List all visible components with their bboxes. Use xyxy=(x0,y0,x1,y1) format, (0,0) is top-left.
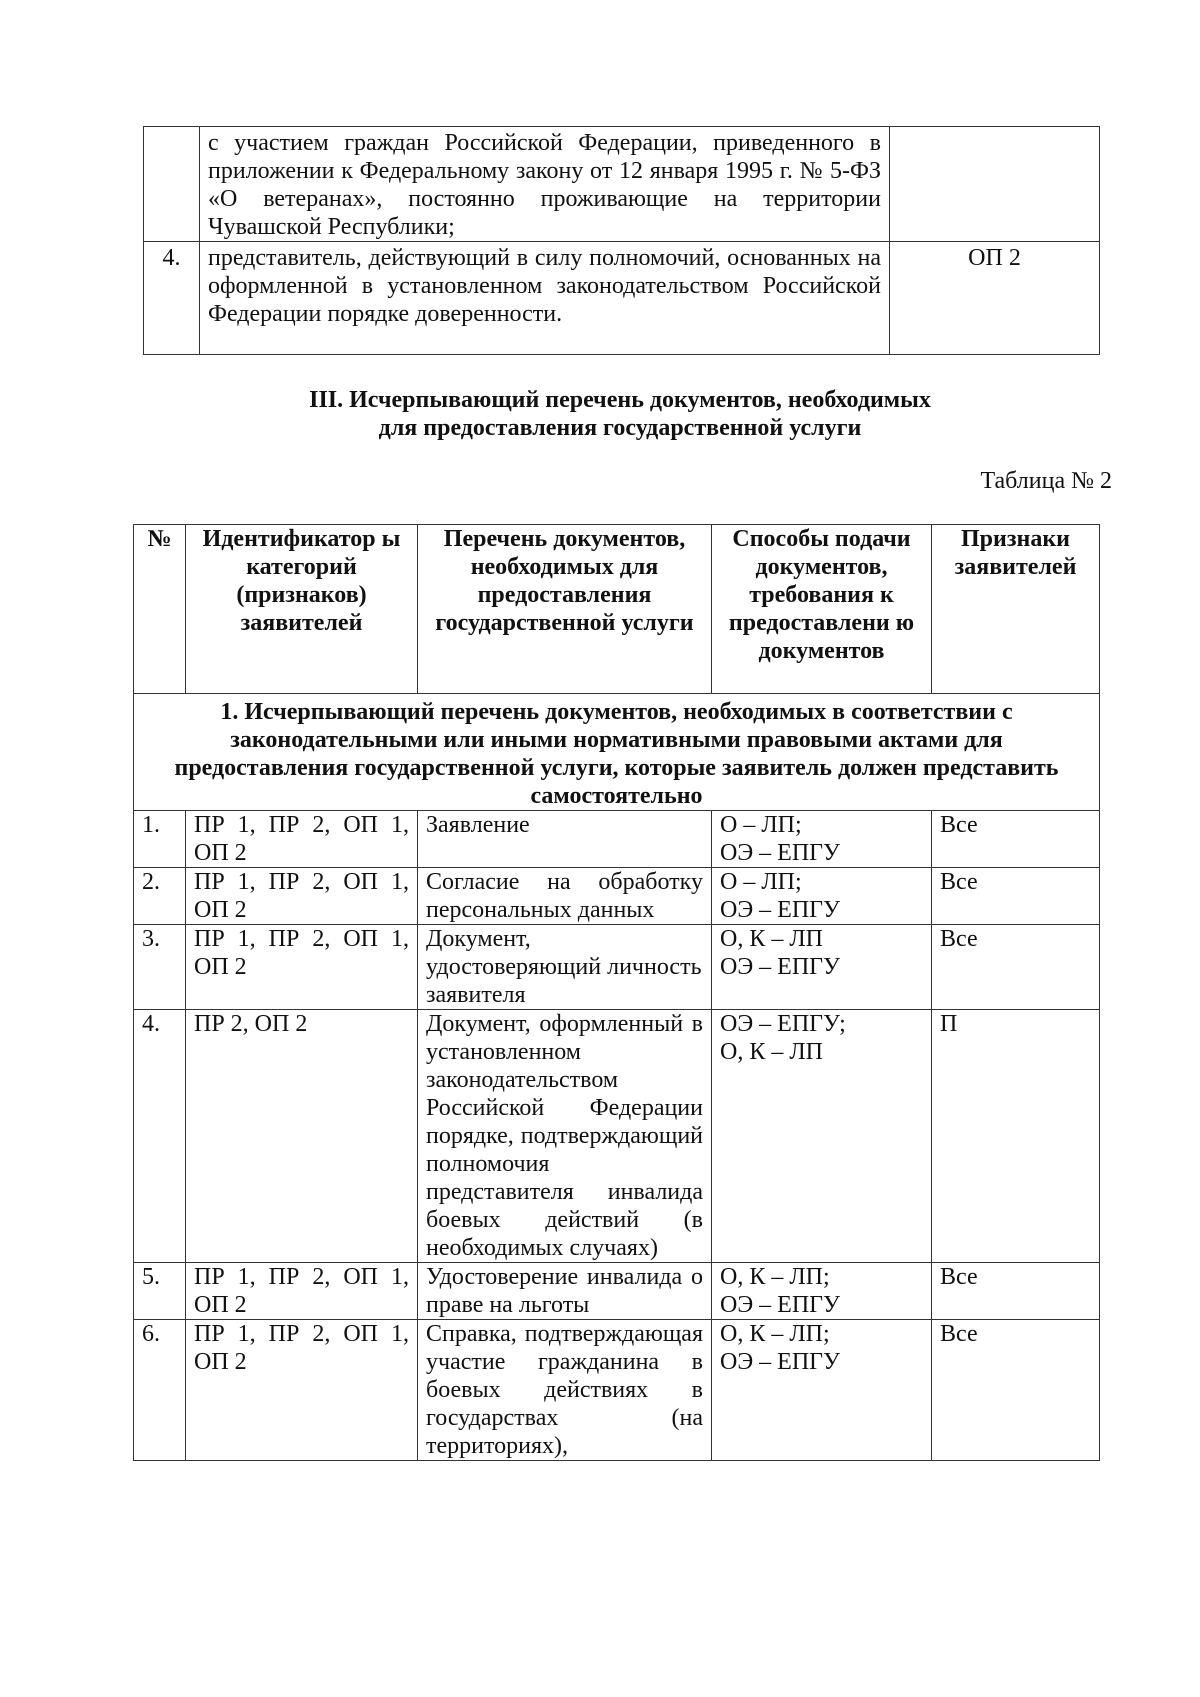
column-header-number: № xyxy=(134,525,186,694)
table-row xyxy=(144,242,1100,355)
method-line: О, К – ЛП xyxy=(720,926,823,952)
applicant-description: с участием граждан Российской Федерации, приведенного в приложении к Федеральному закону от 12 января 1995 г. № 5-ФЗ «О ветеранах», постоянно проживающие на территории Чувашской Республики; xyxy=(200,127,890,242)
document-name: Документ, оформленный в установленном законодательством Российской Федерации порядке, подтверждающий полномочия представителя инвалида боевых действий (в необходимых случаях) xyxy=(418,1010,712,1263)
column-header-methods: Способы подачи документов, требования к предоставлени ю документов xyxy=(712,525,932,694)
applicant-signs: П xyxy=(932,1010,1100,1263)
row-number: 3. xyxy=(134,925,186,1010)
document-name: Справка, подтверждающая участие гражданина в боевых действиях в государствах (на территориях), xyxy=(418,1320,712,1461)
submission-methods xyxy=(712,1263,932,1320)
submission-methods xyxy=(712,925,932,1010)
documents-table xyxy=(133,524,1100,1461)
category-ids: ПР 1, ПР 2, ОП 1, ОП 2 xyxy=(186,1320,418,1461)
applicant-code: ОП 2 xyxy=(890,242,1100,355)
table-row xyxy=(144,127,1100,242)
table-row xyxy=(134,868,1100,925)
row-number: 2. xyxy=(134,868,186,925)
applicant-description: представитель, действующий в силу полномочий, основанных на оформленной в установленном законодательством Российской Федерации порядке доверенности. xyxy=(200,242,890,355)
document-name: Согласие на обработку персональных данных xyxy=(418,868,712,925)
table-subheader-row xyxy=(134,694,1100,811)
document-name: Заявление xyxy=(418,811,712,868)
table-row xyxy=(134,1263,1100,1320)
method-line: ОЭ – ЕПГУ xyxy=(720,1349,841,1375)
method-line: О, К – ЛП; xyxy=(720,1264,830,1290)
applicants-table-continuation xyxy=(143,126,1100,355)
applicant-signs: Все xyxy=(932,925,1100,1010)
row-number: 1. xyxy=(134,811,186,868)
column-header-category-ids: Идентификатор ы категорий (признаков) заявителей xyxy=(186,525,418,694)
category-ids: ПР 1, ПР 2, ОП 1, ОП 2 xyxy=(186,811,418,868)
method-line: О – ЛП; xyxy=(720,812,802,838)
table-row xyxy=(134,1320,1100,1461)
submission-methods xyxy=(712,868,932,925)
applicant-signs: Все xyxy=(932,1263,1100,1320)
method-line: О, К – ЛП xyxy=(720,1039,823,1065)
method-line: ОЭ – ЕПГУ xyxy=(720,1292,841,1318)
submission-methods xyxy=(712,811,932,868)
method-line: О, К – ЛП; xyxy=(720,1321,830,1347)
method-line: О – ЛП; xyxy=(720,869,802,895)
table-subheader: 1. Исчерпывающий перечень документов, необходимых в соответствии с законодательными или иными нормативными правовыми актами для предоставления государственной услуги, которые заявитель должен представить самостоятельно xyxy=(134,694,1100,811)
method-line: ОЭ – ЕПГУ xyxy=(720,897,841,923)
category-ids: ПР 1, ПР 2, ОП 1, ОП 2 xyxy=(186,925,418,1010)
row-number: 5. xyxy=(134,1263,186,1320)
table-header-row xyxy=(134,525,1100,694)
section-heading-line: для предоставления государственной услуги xyxy=(378,415,862,441)
applicant-signs: Все xyxy=(932,868,1100,925)
applicant-code xyxy=(890,127,1100,242)
category-ids: ПР 2, ОП 2 xyxy=(186,1010,418,1263)
table-row xyxy=(134,925,1100,1010)
document-name: Документ, удостоверяющий личность заявителя xyxy=(418,925,712,1010)
category-ids: ПР 1, ПР 2, ОП 1, ОП 2 xyxy=(186,868,418,925)
table-row xyxy=(134,1010,1100,1263)
applicant-signs: Все xyxy=(932,811,1100,868)
row-number: 6. xyxy=(134,1320,186,1461)
applicant-signs: Все xyxy=(932,1320,1100,1461)
method-line: ОЭ – ЕПГУ xyxy=(720,954,841,980)
table-caption: Таблица № 2 xyxy=(980,468,1112,494)
section-heading-line: III. Исчерпывающий перечень документов, необходимых xyxy=(309,387,931,413)
method-line: ОЭ – ЕПГУ; xyxy=(720,1011,846,1037)
row-number xyxy=(144,127,200,242)
submission-methods xyxy=(712,1010,932,1263)
section-heading xyxy=(130,386,1110,442)
method-line: ОЭ – ЕПГУ xyxy=(720,840,841,866)
column-header-signs: Признаки заявителей xyxy=(932,525,1100,694)
row-number: 4. xyxy=(134,1010,186,1263)
document-name: Удостоверение инвалида о праве на льготы xyxy=(418,1263,712,1320)
row-number: 4. xyxy=(144,242,200,355)
column-header-documents: Перечень документов, необходимых для предоставления государственной услуги xyxy=(418,525,712,694)
submission-methods xyxy=(712,1320,932,1461)
category-ids: ПР 1, ПР 2, ОП 1, ОП 2 xyxy=(186,1263,418,1320)
table-row xyxy=(134,811,1100,868)
